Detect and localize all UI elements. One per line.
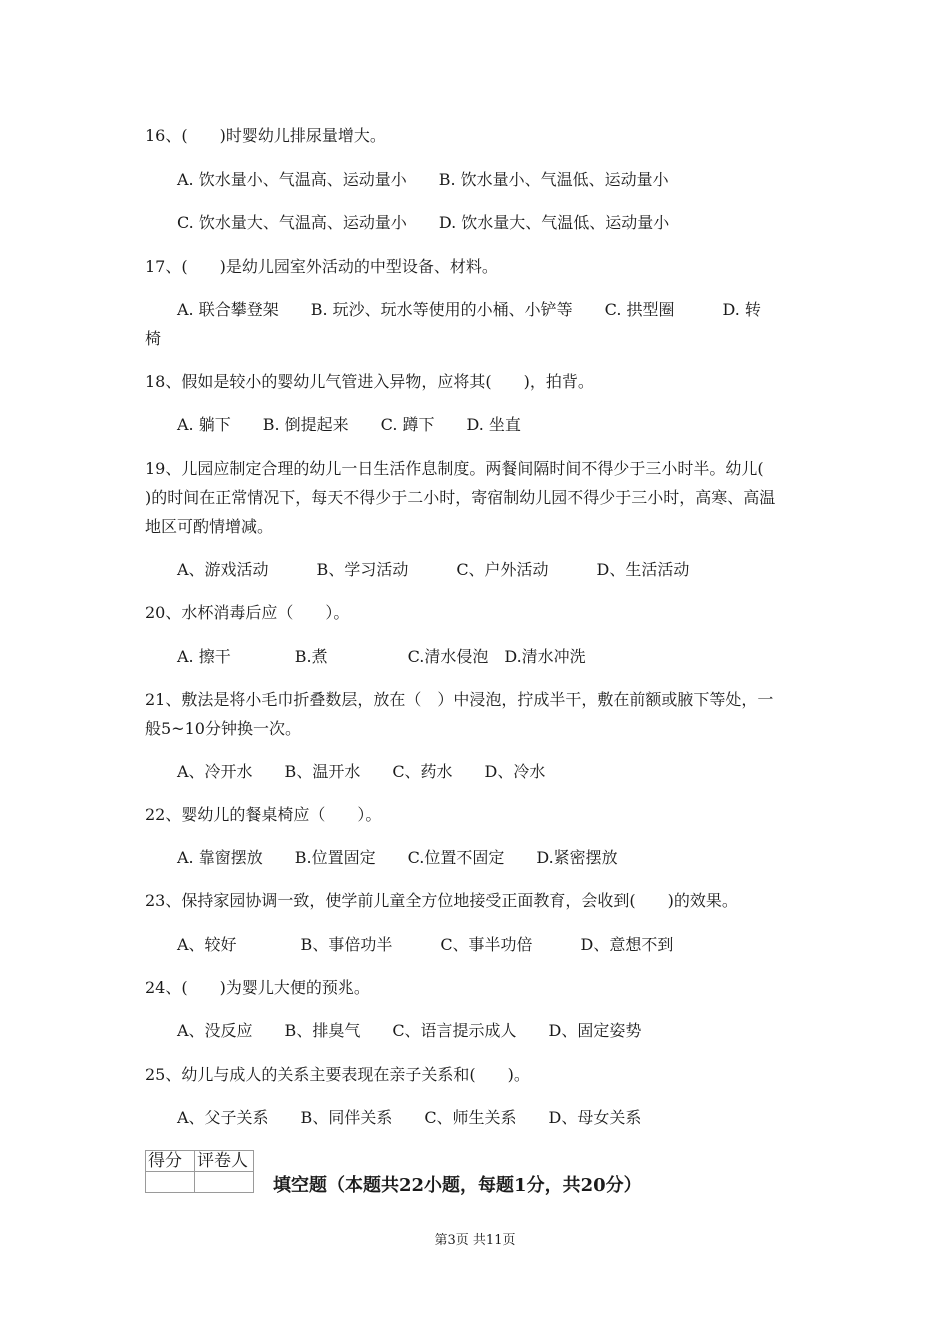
- question-17-options: A. 联合攀登架 B. 玩沙、玩水等使用的小桶、小铲等 C. 拱型圈 D. 转: [177, 300, 761, 319]
- question-16-options-ab: A. 饮水量小、气温高、运动量小 B. 饮水量小、气温低、运动量小: [177, 170, 669, 189]
- question-25-options: A、父子关系 B、同伴关系 C、师生关系 D、母女关系: [177, 1108, 642, 1127]
- question-19-stem: 19、儿园应制定合理的幼儿一日生活作息制度。两餐间隔时间不得少于三小时半。幼儿(: [145, 459, 764, 478]
- question-16-options-cd: C. 饮水量大、气温高、运动量小 D. 饮水量大、气温低、运动量小: [177, 213, 670, 232]
- grader-label: 评卷人: [195, 1151, 254, 1172]
- score-box: [145, 1150, 254, 1193]
- question-21-stem: 21、敷法是将小毛巾折叠数层，放在（ ）中浸泡，拧成半干，敷在前额或腋下等处，一: [145, 690, 774, 709]
- question-24-options: A、没反应 B、排臭气 C、语言提示成人 D、固定姿势: [177, 1021, 642, 1040]
- question-16-stem: 16、( )时婴幼儿排尿量增大。: [145, 126, 386, 145]
- question-21-options: A、冷开水 B、温开水 C、药水 D、冷水: [177, 762, 546, 781]
- question-19-stem-line2: )的时间在正常情况下，每天不得少于二小时，寄宿制幼儿园不得少于三小时，高寒、高温: [145, 488, 776, 507]
- question-22-stem: 22、婴幼儿的餐桌椅应（ ）。: [145, 805, 382, 824]
- question-20-stem: 20、水杯消毒后应（ ）。: [145, 603, 350, 622]
- question-17-options-cont: 椅: [145, 329, 162, 348]
- question-18-options: A. 躺下 B. 倒提起来 C. 蹲下 D. 坐直: [177, 415, 521, 434]
- question-23-options: A、较好 B、事倍功半 C、事半功倍 D、意想不到: [177, 935, 674, 954]
- page-footer: 第3页 共11页: [434, 1233, 516, 1248]
- question-23-stem: 23、保持家园协调一致，使学前儿童全方位地接受正面教育，会收到( )的效果。: [145, 891, 738, 910]
- question-18-stem: 18、假如是较小的婴幼儿气管进入异物，应将其( )，拍背。: [145, 372, 594, 391]
- question-17-stem: 17、( )是幼儿园室外活动的中型设备、材料。: [145, 257, 498, 276]
- question-25-stem: 25、幼儿与成人的关系主要表现在亲子关系和( )。: [145, 1065, 530, 1084]
- score-cell: [146, 1172, 195, 1193]
- question-19-options: A、游戏活动 B、学习活动 C、户外活动 D、生活活动: [177, 560, 690, 579]
- question-20-options: A. 擦干 B.煮 C.清水侵泡 D.清水冲洗: [177, 647, 586, 666]
- question-24-stem: 24、( )为婴儿大便的预兆。: [145, 978, 370, 997]
- section-title: 填空题（本题共22小题，每题1分，共20分）: [273, 1175, 642, 1196]
- question-21-stem-line2: 般5~10分钟换一次。: [145, 719, 301, 738]
- question-22-options: A. 靠窗摆放 B.位置固定 C.位置不固定 D.紧密摆放: [177, 848, 618, 867]
- grader-cell: [195, 1172, 254, 1193]
- score-label: 得分: [146, 1151, 195, 1172]
- question-19-stem-line3: 地区可酌情增减。: [145, 517, 274, 536]
